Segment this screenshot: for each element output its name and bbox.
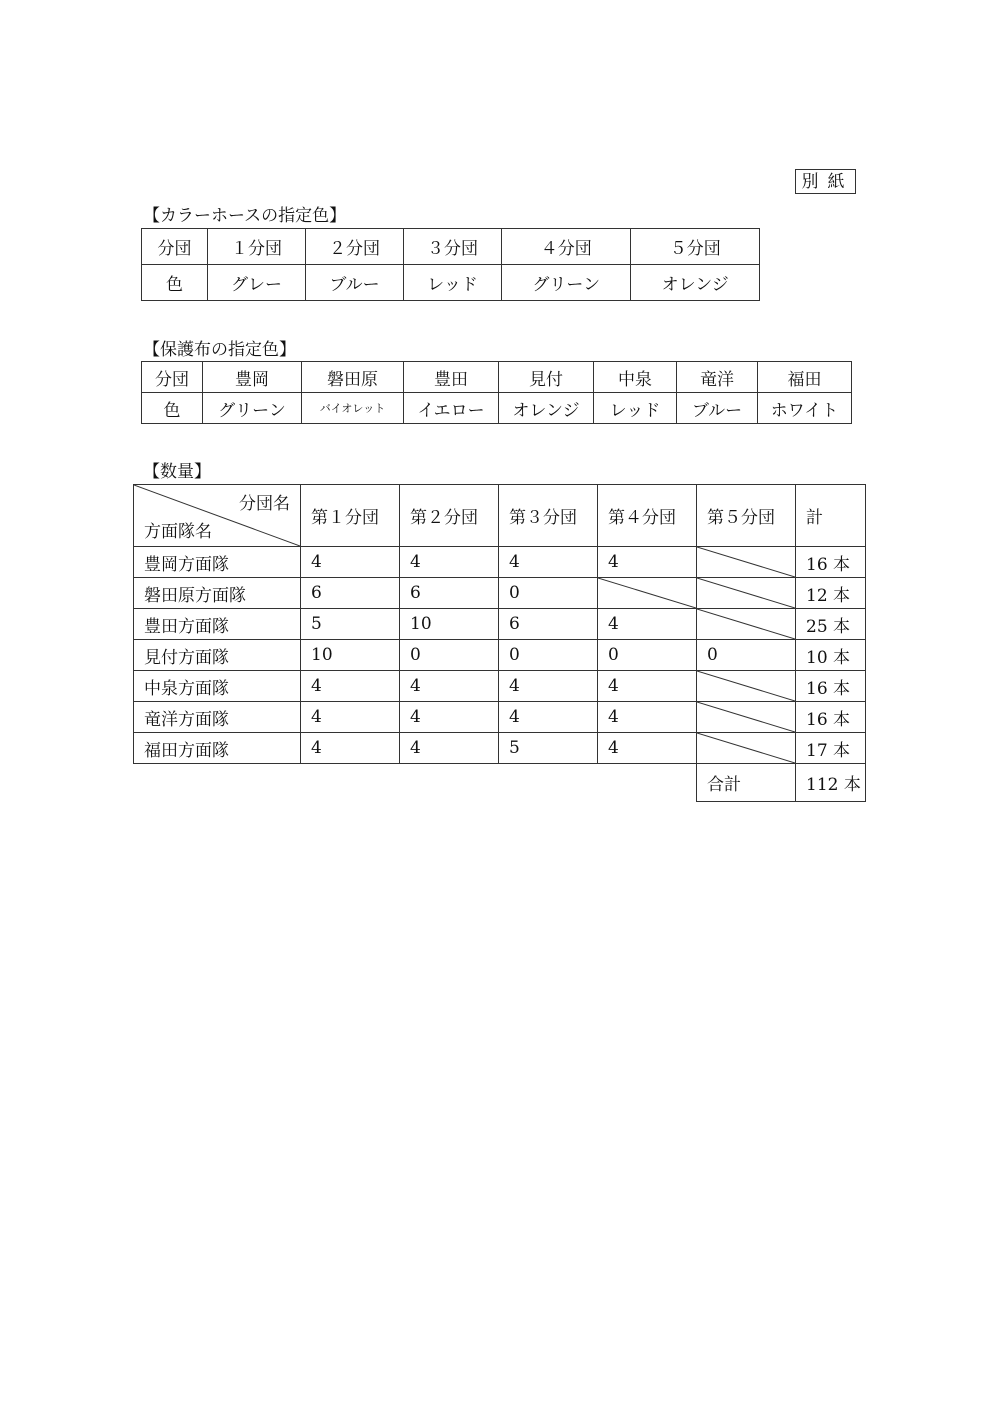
quantity-cell: 0 xyxy=(598,640,697,671)
column-header: 計 xyxy=(796,485,866,547)
row-name: 福田方面隊 xyxy=(134,733,301,764)
diagonal-line xyxy=(697,733,795,763)
quantity-cell: 4 xyxy=(499,702,598,733)
diagonal-line xyxy=(697,609,795,639)
row-name: 見付方面隊 xyxy=(134,640,301,671)
table-row xyxy=(134,578,866,609)
total-value: 112 本 xyxy=(796,764,866,802)
table-row xyxy=(134,547,866,578)
total-label: 合計 xyxy=(697,764,796,802)
quantity-cell: 4 xyxy=(598,547,697,578)
row-name: 磐田原方面隊 xyxy=(134,578,301,609)
quantity-cell: 4 xyxy=(598,609,697,640)
table-row xyxy=(134,702,866,733)
quantity-cell: 4 xyxy=(499,671,598,702)
row-total-cell: 16 本 xyxy=(796,702,866,733)
row-name: 豊田方面隊 xyxy=(134,609,301,640)
row-name: 豊岡方面隊 xyxy=(134,547,301,578)
row-total-cell: 10 本 xyxy=(796,640,866,671)
table-row xyxy=(134,485,866,547)
hose-color-heading: 【カラーホースの指定色】 xyxy=(143,206,347,226)
row-total-cell: 17 本 xyxy=(796,733,866,764)
cloth-header-cell: 分団 xyxy=(142,362,203,393)
cloth-color-cell: ブルー xyxy=(677,393,758,424)
table-row xyxy=(134,609,866,640)
cloth-header-cell: 竜洋 xyxy=(677,362,758,393)
corner-row-label: 方面隊名 xyxy=(144,522,212,542)
quantity-table xyxy=(133,484,866,802)
quantity-cell: 4 xyxy=(499,547,598,578)
cloth-header-cell: 豊岡 xyxy=(203,362,302,393)
cloth-color-cell: バイオレット xyxy=(302,393,404,424)
column-header: 第４分団 xyxy=(598,485,697,547)
diagonal-line xyxy=(697,578,795,608)
quantity-cell: 4 xyxy=(598,733,697,764)
quantity-cell: 4 xyxy=(301,671,400,702)
quantity-cell: 6 xyxy=(499,609,598,640)
quantity-cell: 0 xyxy=(499,578,598,609)
hose-color-cell: グリーン xyxy=(502,265,631,301)
quantity-cell: 4 xyxy=(400,702,499,733)
quantity-cell: 5 xyxy=(499,733,598,764)
quantity-cell: 4 xyxy=(598,671,697,702)
table-row xyxy=(134,733,866,764)
quantity-cell: 6 xyxy=(400,578,499,609)
empty-cell xyxy=(134,764,697,802)
quantity-cell: 0 xyxy=(400,640,499,671)
not-applicable-cell xyxy=(697,702,796,733)
diagonal-line xyxy=(697,702,795,732)
quantity-cell: 4 xyxy=(400,733,499,764)
annex-stamp: 別紙 xyxy=(795,169,856,194)
quantity-cell: 4 xyxy=(598,702,697,733)
table-row xyxy=(142,229,760,265)
quantity-cell: 6 xyxy=(301,578,400,609)
hose-header-cell: ４分団 xyxy=(502,229,631,265)
quantity-cell: 4 xyxy=(400,547,499,578)
quantity-body xyxy=(134,547,866,764)
corner-column-label: 分団名 xyxy=(239,494,290,514)
hose-color-cell: 色 xyxy=(142,265,208,301)
not-applicable-cell xyxy=(697,578,796,609)
hose-color-cell: レッド xyxy=(404,265,502,301)
cloth-color-cell: オレンジ xyxy=(499,393,594,424)
cloth-header-cell: 見付 xyxy=(499,362,594,393)
hose-header-cell: ２分団 xyxy=(305,229,403,265)
hose-header-cell: １分団 xyxy=(207,229,305,265)
quantity-cell: 10 xyxy=(301,640,400,671)
cloth-header-cell: 磐田原 xyxy=(302,362,404,393)
hose-header-cell: ５分団 xyxy=(631,229,760,265)
diagonal-line xyxy=(697,671,795,701)
column-header: 第２分団 xyxy=(400,485,499,547)
cloth-color-heading: 【保護布の指定色】 xyxy=(143,340,296,360)
row-total-cell: 25 本 xyxy=(796,609,866,640)
hose-color-cell: ブルー xyxy=(305,265,403,301)
hose-header-cell: ３分団 xyxy=(404,229,502,265)
column-header: 第３分団 xyxy=(499,485,598,547)
hose-header-cell: 分団 xyxy=(142,229,208,265)
table-row xyxy=(134,671,866,702)
table-row xyxy=(142,362,852,393)
row-total-cell: 16 本 xyxy=(796,671,866,702)
total-row xyxy=(134,764,866,802)
not-applicable-cell xyxy=(697,733,796,764)
cloth-header-cell: 中泉 xyxy=(594,362,677,393)
table-row xyxy=(142,265,760,301)
cloth-color-cell: ホワイト xyxy=(758,393,852,424)
quantity-heading: 【数量】 xyxy=(143,462,211,482)
quantity-cell: 10 xyxy=(400,609,499,640)
corner-header-cell xyxy=(134,485,301,547)
table-row xyxy=(134,640,866,671)
diagonal-line xyxy=(598,578,696,608)
hose-color-cell: グレー xyxy=(207,265,305,301)
row-total-cell: 16 本 xyxy=(796,547,866,578)
quantity-cell: 0 xyxy=(697,640,796,671)
quantity-cell: 4 xyxy=(301,733,400,764)
diagonal-line xyxy=(697,547,795,577)
hose-color-table xyxy=(141,228,760,301)
table-row xyxy=(142,393,852,424)
cloth-header-cell: 豊田 xyxy=(404,362,499,393)
column-header: 第１分団 xyxy=(301,485,400,547)
row-name: 中泉方面隊 xyxy=(134,671,301,702)
column-header: 第５分団 xyxy=(697,485,796,547)
row-total-cell: 12 本 xyxy=(796,578,866,609)
not-applicable-cell xyxy=(697,671,796,702)
not-applicable-cell xyxy=(598,578,697,609)
row-name: 竜洋方面隊 xyxy=(134,702,301,733)
cloth-color-cell: グリーン xyxy=(203,393,302,424)
cloth-color-cell: 色 xyxy=(142,393,203,424)
quantity-cell: 4 xyxy=(301,547,400,578)
not-applicable-cell xyxy=(697,547,796,578)
quantity-cell: 4 xyxy=(301,702,400,733)
quantity-cell: 4 xyxy=(400,671,499,702)
not-applicable-cell xyxy=(697,609,796,640)
cloth-color-cell: イエロー xyxy=(404,393,499,424)
cloth-color-table xyxy=(141,361,852,424)
cloth-color-cell: レッド xyxy=(594,393,677,424)
quantity-cell: 0 xyxy=(499,640,598,671)
quantity-cell: 5 xyxy=(301,609,400,640)
hose-color-cell: オレンジ xyxy=(631,265,760,301)
cloth-header-cell: 福田 xyxy=(758,362,852,393)
